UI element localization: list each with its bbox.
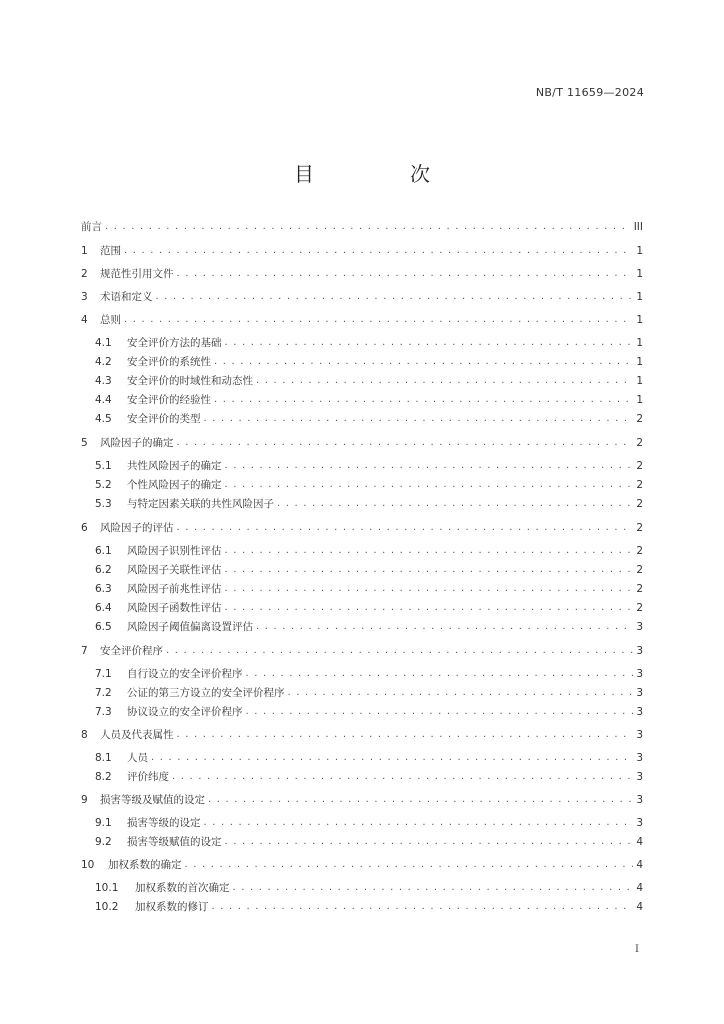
- dot-leader: [177, 521, 634, 535]
- toc-entry-title: 损害等级的设定: [127, 817, 201, 829]
- dot-leader: [233, 881, 634, 895]
- toc-entry-label: [95, 412, 201, 426]
- toc-entry[interactable]: [81, 434, 643, 450]
- toc-entry-number: 10.2: [95, 901, 119, 913]
- toc-entry[interactable]: [81, 642, 643, 658]
- toc-entry-page: 1: [636, 394, 643, 406]
- toc-entry-number: 6.1: [95, 545, 112, 557]
- toc-entry-number: 7: [81, 645, 88, 657]
- toc-entry-number: 4.3: [95, 375, 112, 387]
- toc-entry-label: [95, 478, 222, 492]
- toc-entry[interactable]: [81, 218, 643, 234]
- toc-entry-title: 加权系数的修订: [135, 901, 209, 913]
- toc-entry-number: 10.1: [95, 882, 119, 894]
- toc-entry-title: 风险因子前兆性评估: [127, 583, 222, 595]
- toc-entry-label: [95, 355, 211, 369]
- dot-leader: [204, 412, 634, 426]
- dot-leader: [256, 620, 633, 634]
- toc-entry-number: 9.2: [95, 836, 112, 848]
- dot-leader: [256, 374, 633, 388]
- toc-entry-title: 损害等级赋值的设定: [127, 836, 222, 848]
- toc-entry-label: [81, 244, 121, 258]
- dot-leader: [105, 220, 631, 234]
- toc-entry-number: 3: [81, 291, 88, 303]
- toc-entry-number: 4: [81, 314, 88, 326]
- toc-entry[interactable]: [95, 898, 643, 914]
- toc-entry-label: [81, 313, 121, 327]
- dot-leader: [225, 478, 634, 492]
- toc-entry[interactable]: [95, 703, 643, 719]
- toc-entry-title: 人员及代表属性: [100, 729, 174, 741]
- toc-entry-number: 8: [81, 729, 88, 741]
- toc-entry-title: 加权系数的首次确定: [135, 882, 230, 894]
- toc-entry-page: 2: [636, 602, 643, 614]
- toc-entry-title: 安全评价的系统性: [127, 356, 211, 368]
- toc-entry-label: [95, 816, 201, 830]
- toc-entry-label: [95, 374, 253, 388]
- dot-leader: [177, 267, 634, 281]
- toc-entry-page: 3: [636, 817, 643, 829]
- toc-entry[interactable]: [95, 391, 643, 407]
- toc-entry-page: 2: [636, 564, 643, 576]
- toc-entry-label: [95, 582, 222, 596]
- toc-entry-title: 损害等级及赋值的设定: [100, 794, 205, 806]
- toc-entry[interactable]: [81, 311, 643, 327]
- toc-entry-label: [95, 620, 253, 634]
- dot-leader: [277, 497, 633, 511]
- toc-entry-number: 10: [81, 859, 95, 871]
- toc-entry-number: 8.2: [95, 771, 112, 783]
- toc-entry-title: 协议设立的安全评价程序: [127, 706, 243, 718]
- toc-entry-label: [95, 705, 243, 719]
- toc-entry-label: [81, 644, 163, 658]
- toc-entry-number: 5.1: [95, 460, 112, 472]
- toc-entry[interactable]: [81, 791, 643, 807]
- toc-entry-title: 安全评价的经验性: [127, 394, 211, 406]
- dot-leader: [177, 436, 634, 450]
- dot-leader: [225, 544, 634, 558]
- toc-entry[interactable]: [95, 457, 643, 473]
- toc-entry-page: 2: [636, 583, 643, 595]
- toc-entry[interactable]: [95, 749, 643, 765]
- toc-entry-title: 规范性引用文件: [100, 268, 174, 280]
- toc-entry-label: [95, 393, 211, 407]
- toc-entry-label: [81, 436, 174, 450]
- toc-entry-page: 3: [636, 752, 643, 764]
- dot-leader: [185, 858, 634, 872]
- toc-entry-number: 7.3: [95, 706, 112, 718]
- dot-leader: [225, 835, 634, 849]
- dot-leader: [156, 290, 634, 304]
- dot-leader: [124, 313, 633, 327]
- toc-entry-page: III: [633, 221, 643, 233]
- toc-entry-label: [95, 835, 222, 849]
- toc-entry-title: 安全评价方法的基础: [127, 337, 222, 349]
- toc-entry-label: [81, 220, 102, 234]
- toc-entry-number: 5: [81, 437, 88, 449]
- toc-entry-title: 风险因子识别性评估: [127, 545, 222, 557]
- toc-entry-title: 总则: [100, 314, 121, 326]
- toc-entry[interactable]: [81, 726, 643, 742]
- toc-entry-page: 3: [636, 794, 643, 806]
- toc-entry-page: 2: [636, 479, 643, 491]
- document-code: NB/T 11659—2024: [535, 86, 644, 99]
- toc-entry-title: 安全评价程序: [100, 645, 163, 657]
- toc-entry[interactable]: [95, 410, 643, 426]
- toc-entry-page: 3: [636, 621, 643, 633]
- toc-entry-label: [81, 793, 205, 807]
- toc-entry[interactable]: [95, 334, 643, 350]
- toc-entry-label: [81, 521, 174, 535]
- dot-leader: [177, 728, 634, 742]
- toc-entry-label: [95, 459, 222, 473]
- toc-entry[interactable]: [95, 372, 643, 388]
- toc-entry[interactable]: [95, 599, 643, 615]
- toc-entry-page: 3: [636, 706, 643, 718]
- toc-entry-number: 6.3: [95, 583, 112, 595]
- toc-entry-label: [95, 497, 274, 511]
- toc-entry-page: 4: [636, 901, 643, 913]
- toc-entry-title: 风险因子的评估: [100, 522, 174, 534]
- toc-entry-page: 3: [636, 729, 643, 741]
- toc-entry-number: 9.1: [95, 817, 112, 829]
- toc-entry-title: 风险因子的确定: [100, 437, 174, 449]
- toc-entry-label: [95, 770, 169, 784]
- toc-entry[interactable]: [95, 879, 643, 895]
- toc-entry-label: [95, 881, 230, 895]
- toc-entry-label: [95, 544, 222, 558]
- toc-entry-number: 6.2: [95, 564, 112, 576]
- toc-entry-page: 2: [636, 522, 643, 534]
- toc-entry-title: 与特定因素关联的共性风险因子: [127, 498, 274, 510]
- toc-entry-title: 自行设立的安全评价程序: [127, 668, 243, 680]
- toc-entry-title: 范围: [100, 245, 121, 257]
- dot-leader: [225, 582, 634, 596]
- toc-entry-title: 前言: [81, 221, 102, 233]
- dot-leader: [166, 644, 633, 658]
- toc-entry-number: 8.1: [95, 752, 112, 764]
- toc-entry-page: 1: [636, 314, 643, 326]
- toc-entry[interactable]: [95, 665, 643, 681]
- dot-leader: [214, 393, 633, 407]
- dot-leader: [225, 459, 634, 473]
- toc-entry-number: 5.2: [95, 479, 112, 491]
- toc-entry-title: 安全评价的类型: [127, 413, 201, 425]
- toc-entry-title: 评价纬度: [127, 771, 169, 783]
- toc-entry-number: 9: [81, 794, 88, 806]
- page-title: 目 次: [294, 162, 468, 186]
- toc-entry-label: [95, 751, 148, 765]
- toc-entry-title: 风险因子阈值偏离设置评估: [127, 621, 253, 633]
- dot-leader: [225, 601, 634, 615]
- toc-entry[interactable]: [81, 242, 643, 258]
- dot-leader: [225, 563, 634, 577]
- toc-entry[interactable]: [95, 618, 643, 634]
- dot-leader: [204, 816, 634, 830]
- toc-entry[interactable]: [95, 561, 643, 577]
- toc-entry-label: [95, 601, 222, 615]
- toc-entry-page: 2: [636, 498, 643, 510]
- toc-entry-page: 2: [636, 413, 643, 425]
- toc-entry-label: [81, 267, 174, 281]
- toc-entry-title: 个性风险因子的确定: [127, 479, 222, 491]
- toc-entry-number: 5.3: [95, 498, 112, 510]
- toc-entry-title: 共性风险因子的确定: [127, 460, 222, 472]
- toc-entry-label: [95, 686, 285, 700]
- toc-entry-number: 4.1: [95, 337, 112, 349]
- toc-entry-page: 1: [636, 268, 643, 280]
- toc-entry[interactable]: [81, 856, 643, 872]
- toc-entry-page: 3: [636, 687, 643, 699]
- toc-entry-page: 3: [636, 668, 643, 680]
- toc-entry[interactable]: [95, 353, 643, 369]
- toc-entry-title: 人员: [127, 752, 148, 764]
- toc-entry[interactable]: [81, 288, 643, 304]
- dot-leader: [212, 900, 634, 914]
- toc-entry-page: 2: [636, 460, 643, 472]
- toc-entry-label: [81, 858, 182, 872]
- toc-entry[interactable]: [95, 495, 643, 511]
- toc-entry-page: 2: [636, 437, 643, 449]
- toc-entry-number: 6: [81, 522, 88, 534]
- toc-entry[interactable]: [95, 768, 643, 784]
- dot-leader: [288, 686, 634, 700]
- toc-entry[interactable]: [81, 519, 643, 535]
- toc-entry-label: [95, 667, 243, 681]
- toc-entry-page: 4: [636, 836, 643, 848]
- page-number: I: [635, 944, 639, 955]
- toc-entry-page: 4: [636, 882, 643, 894]
- dot-leader: [246, 705, 634, 719]
- toc-entry-number: 6.4: [95, 602, 112, 614]
- dot-leader: [225, 336, 634, 350]
- dot-leader: [208, 793, 633, 807]
- toc-entry-label: [81, 728, 174, 742]
- dot-leader: [151, 751, 633, 765]
- dot-leader: [214, 355, 633, 369]
- toc-entry-number: 1: [81, 245, 88, 257]
- toc-entry-title: 安全评价的时域性和动态性: [127, 375, 253, 387]
- toc-entry-title: 公证的第三方设立的安全评价程序: [127, 687, 285, 699]
- toc-entry-page: 1: [636, 337, 643, 349]
- toc-entry[interactable]: [95, 542, 643, 558]
- toc-entry-page: 1: [636, 375, 643, 387]
- toc-entry[interactable]: [95, 580, 643, 596]
- toc-entry-label: [81, 290, 153, 304]
- dot-leader: [124, 244, 633, 258]
- toc-entry-title: 加权系数的确定: [108, 859, 182, 871]
- dot-leader: [172, 770, 633, 784]
- dot-leader: [246, 667, 634, 681]
- toc-entry-number: 2: [81, 268, 88, 280]
- toc-entry-page: 4: [636, 859, 643, 871]
- toc-entry[interactable]: [95, 476, 643, 492]
- toc-entry-number: 7.2: [95, 687, 112, 699]
- toc-entry-number: 4.2: [95, 356, 112, 368]
- toc-entry-title: 术语和定义: [100, 291, 153, 303]
- toc-entry-title: 风险因子函数性评估: [127, 602, 222, 614]
- toc-entry[interactable]: [95, 814, 643, 830]
- toc-entry-page: 1: [636, 291, 643, 303]
- toc-entry-page: 1: [636, 245, 643, 257]
- toc-entry[interactable]: [95, 684, 643, 700]
- toc-entry-number: 6.5: [95, 621, 112, 633]
- toc-entry-page: 2: [636, 545, 643, 557]
- toc-entry-number: 4.4: [95, 394, 112, 406]
- toc-entry[interactable]: [81, 265, 643, 281]
- toc-entry-label: [95, 563, 222, 577]
- toc-entry-page: 3: [636, 645, 643, 657]
- toc-entry-label: [95, 900, 209, 914]
- toc-entry-label: [95, 336, 222, 350]
- toc-entry[interactable]: [95, 833, 643, 849]
- toc-entry-title: 风险因子关联性评估: [127, 564, 222, 576]
- toc-entry-number: 4.5: [95, 413, 112, 425]
- toc-entry-page: 1: [636, 356, 643, 368]
- toc-entry-number: 7.1: [95, 668, 112, 680]
- toc-entry-page: 3: [636, 771, 643, 783]
